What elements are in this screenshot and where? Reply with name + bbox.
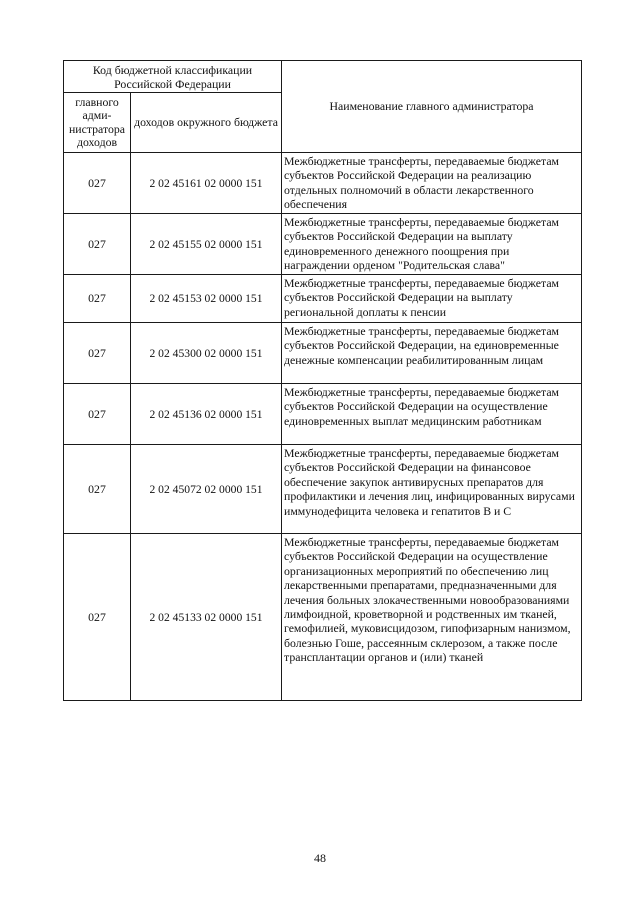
header-row-group	[64, 61, 582, 93]
income-code-cell: 2 02 45300 02 0000 151	[131, 323, 282, 384]
page-number: 48	[314, 851, 326, 865]
administrator-name-cell: Межбюджетные трансферты, передаваемые бюджетам субъектов Российской Федерации на реализацию отдельных полномочий в области лекарственного обеспечения	[282, 153, 582, 214]
administrator-name-cell: Межбюджетные трансферты, передаваемые бюджетам субъектов Российской Федерации, на единовременные денежные компенсации реабилитированным лицам	[282, 323, 582, 384]
header-admin-cell	[64, 93, 131, 153]
header-name-label: Наименование главного администратора	[329, 99, 534, 113]
header-name-cell	[282, 61, 582, 153]
table-row	[64, 384, 582, 445]
header-group-label: Код бюджетной классификации Российской Федерации	[92, 63, 253, 91]
admin-code-cell: 027	[64, 214, 131, 275]
administrator-name-cell: Межбюджетные трансферты, передаваемые бюджетам субъектов Российской Федерации на осуществление организационных мероприятий по обеспечению лиц лекарственными препаратами, предназначенными для лечения больных злокачественными новообразованиями лимфоидной, кроветворной и родственных им тканей, гемофилией, муковисцидозом, гипофизарным нанизмом, болезнью Гоше, рассеянным склерозом, а также после трансплантации органов и (или) тканей	[282, 534, 582, 701]
table-row	[64, 214, 582, 275]
table-row	[64, 445, 582, 534]
admin-code-cell: 027	[64, 153, 131, 214]
income-code-cell: 2 02 45161 02 0000 151	[131, 153, 282, 214]
header-code-label: доходов окружного бюджета	[134, 114, 278, 129]
administrator-name-cell: Межбюджетные трансферты, передаваемые бюджетам субъектов Российской Федерации на осуществление единовременных выплат медицинским работникам	[282, 384, 582, 445]
header-group-cell	[64, 61, 282, 93]
income-code-cell: 2 02 45136 02 0000 151	[131, 384, 282, 445]
budget-classification-table	[63, 60, 582, 701]
income-code-cell: 2 02 45133 02 0000 151	[131, 534, 282, 701]
table-row	[64, 323, 582, 384]
administrator-name-cell: Межбюджетные трансферты, передаваемые бюджетам субъектов Российской Федерации на выплату единовременного денежного поощрения при награждении орденом "Родительская слава"	[282, 214, 582, 275]
admin-code-cell: 027	[64, 384, 131, 445]
income-code-cell: 2 02 45155 02 0000 151	[131, 214, 282, 275]
header-admin-label: главного адми-нистратора доходов	[68, 94, 126, 149]
administrator-name-cell: Межбюджетные трансферты, передаваемые бюджетам субъектов Российской Федерации на финансовое обеспечение закупок антивирусных препаратов для профилактики и лечения лиц, инфицированных вирусами иммунодефицита человека и гепатитов В и С	[282, 445, 582, 534]
administrator-name-cell: Межбюджетные трансферты, передаваемые бюджетам субъектов Российской Федерации на выплату региональной доплаты к пенсии	[282, 275, 582, 323]
admin-code-cell: 027	[64, 323, 131, 384]
table-row	[64, 275, 582, 323]
admin-code-cell: 027	[64, 534, 131, 701]
admin-code-cell: 027	[64, 275, 131, 323]
income-code-cell: 2 02 45072 02 0000 151	[131, 445, 282, 534]
table-row	[64, 153, 582, 214]
header-code-cell	[131, 93, 282, 153]
income-code-cell: 2 02 45153 02 0000 151	[131, 275, 282, 323]
admin-code-cell: 027	[64, 445, 131, 534]
table-row	[64, 534, 582, 701]
